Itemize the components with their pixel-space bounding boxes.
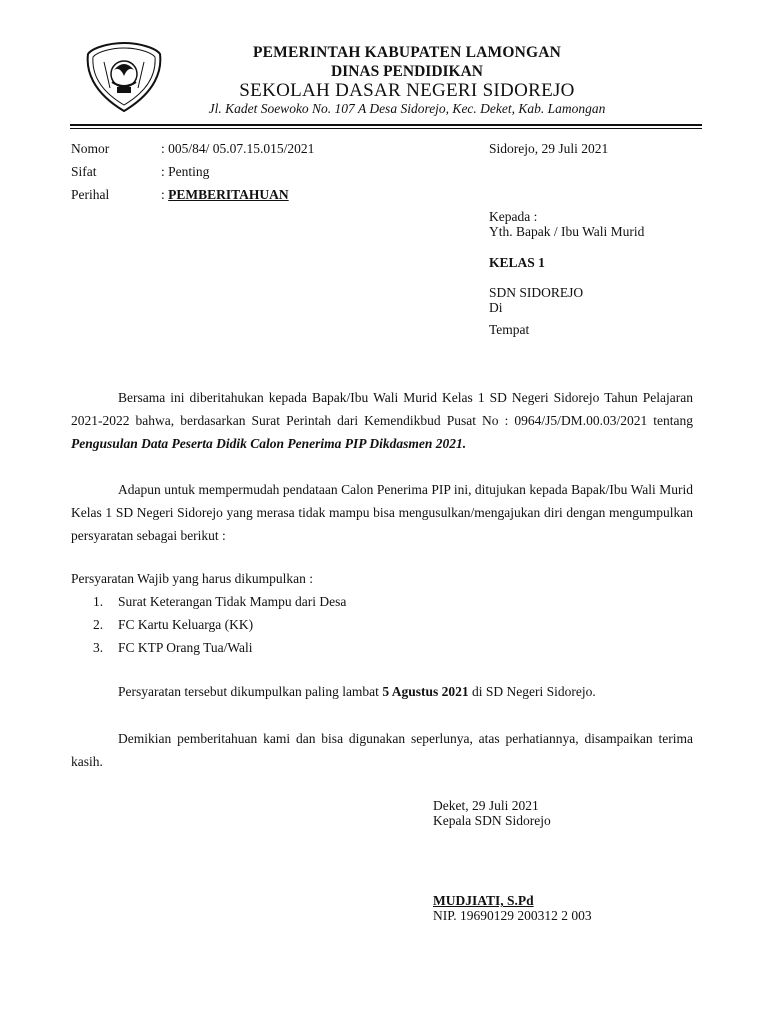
signature-place-date: Deket, 29 Juli 2021 bbox=[433, 798, 539, 813]
perihal-value-line bbox=[161, 187, 289, 203]
closing-paragraph bbox=[71, 727, 693, 773]
recipient-class: KELAS 1 bbox=[489, 255, 545, 270]
paragraph-2-text: Adapun untuk mempermudah pendataan Calon Penerima PIP ini, ditujukan kepada Bapak/Ibu Wali Murid Kelas 1 SD Negeri Sidorejo yang merasa tidak mampu bisa mengusulkan/mengajukan diri dengan mengumpulkan persyaratan sebagai berikut : bbox=[71, 482, 693, 543]
letterhead-government: PEMERINTAH KABUPATEN LAMONGAN bbox=[252, 44, 562, 61]
requirement-item: Surat Keterangan Tidak Mampu dari Desa bbox=[118, 594, 347, 609]
deadline-text-start: Persyaratan tersebut dikumpulkan paling lambat bbox=[118, 684, 383, 699]
requirement-number: 1. bbox=[93, 594, 104, 609]
signatory-nip: NIP. 19690129 200312 2 003 bbox=[433, 908, 592, 923]
closing-text: Demikian pemberitahuan kami dan bisa digunakan seperlunya, atas perhatiannya, disampaikan terima kasih. bbox=[71, 731, 693, 769]
letterhead-address: Jl. Kadet Soewoko No. 107 A Desa Sidorejo, Kec. Deket, Kab. Lamongan bbox=[208, 101, 606, 116]
deadline-date: 5 Agustus 2021 bbox=[382, 684, 469, 699]
letterhead-school-name: SEKOLAH DASAR NEGERI SIDOREJO bbox=[239, 80, 575, 101]
requirement-item: FC Kartu Keluarga (KK) bbox=[118, 617, 254, 632]
sifat-value: : Penting bbox=[161, 164, 210, 179]
signatory-name: MUDJIATI, S.Pd bbox=[433, 893, 534, 908]
perihal-label: Perihal bbox=[71, 187, 110, 202]
requirement-number: 2. bbox=[93, 617, 104, 632]
deadline-text-end: di SD Negeri Sidorejo. bbox=[468, 684, 596, 699]
nomor-value: : 005/84/ 05.07.15.015/2021 bbox=[161, 141, 315, 156]
paragraph-1-text: Bersama ini diberitahukan kepada Bapak/Ibu Wali Murid Kelas 1 SD Negeri Sidorejo Tahun Pelajaran 2021-2022 bahwa, berdasarkan Surat Perintah dari Kemendikbud Pusat No : 0964/J5/DM.00.03/2021 tentang bbox=[71, 390, 693, 428]
recipient-di: Di bbox=[489, 300, 503, 315]
requirements-heading: Persyaratan Wajib yang harus dikumpulkan : bbox=[71, 571, 313, 586]
signature-title: Kepala SDN Sidorejo bbox=[433, 813, 551, 828]
paragraph-1-subject: Pengusulan Data Peserta Didik Calon Penerima PIP Dikdasmen 2021. bbox=[71, 436, 467, 451]
perihal-colon: : bbox=[161, 187, 169, 202]
nomor-label: Nomor bbox=[71, 141, 110, 156]
recipient-school: SDN SIDOREJO bbox=[489, 285, 584, 300]
requirement-number: 3. bbox=[93, 640, 104, 655]
recipient-kepada: Kepada : bbox=[489, 209, 538, 224]
recipient-yth: Yth. Bapak / Ibu Wali Murid bbox=[489, 224, 645, 239]
body-paragraph-1 bbox=[71, 386, 693, 455]
letter-place-date: Sidorejo, 29 Juli 2021 bbox=[489, 141, 609, 156]
letterhead-divider-thick bbox=[70, 124, 702, 126]
sifat-label: Sifat bbox=[71, 164, 97, 179]
body-paragraph-2 bbox=[71, 478, 693, 547]
letterhead-divider-thin bbox=[70, 128, 702, 129]
letterhead-department: DINAS PENDIDIKAN bbox=[330, 63, 483, 80]
perihal-value: PEMBERITAHUAN bbox=[168, 187, 289, 202]
deadline-sentence bbox=[118, 684, 596, 700]
requirement-item: FC KTP Orang Tua/Wali bbox=[118, 640, 253, 655]
recipient-tempat: Tempat bbox=[489, 322, 530, 337]
